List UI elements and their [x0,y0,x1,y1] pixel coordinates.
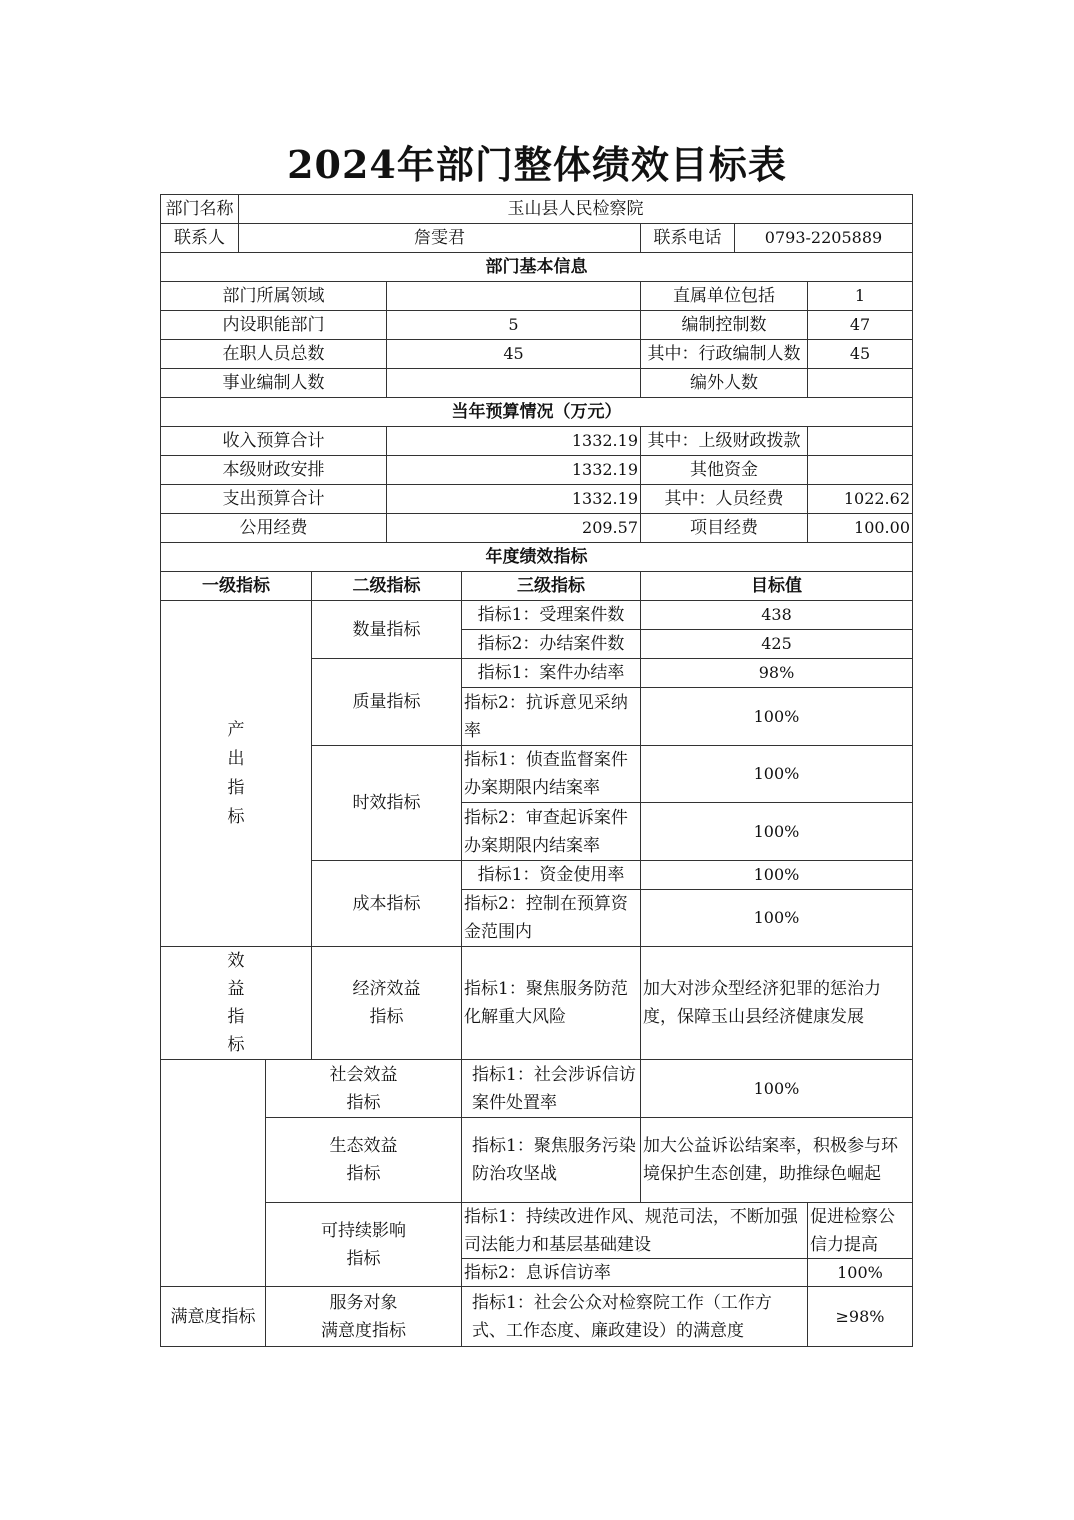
sustainability-value-1: 促进检察公信力提高 [807,1202,913,1259]
phone-value: 0793-2205889 [734,223,913,253]
quota-value: 47 [807,310,913,340]
col-header-level2: 二级指标 [311,571,462,601]
quantity-item-1: 指标1：受理案件数 [461,600,641,630]
other-label: 其他资金 [640,455,808,485]
social-item-1: 指标1：社会涉诉信访案件处置率 [461,1059,641,1118]
local-value: 1332.19 [386,455,641,485]
col-header-target: 目标值 [640,571,913,601]
expense-value: 1332.19 [386,484,641,514]
contact-value: 詹雯君 [238,223,641,253]
economic-item-1: 指标1：聚焦服务防范化解重大风险 [461,946,641,1060]
timeliness-value-1: 100% [640,745,913,803]
timeliness-indicator: 时效指标 [311,745,462,861]
phone-label: 联系电话 [640,223,735,253]
income-value: 1332.19 [386,426,641,456]
ecological-item-1: 指标1：聚焦服务污染防治攻坚战 [461,1117,641,1203]
upper-label: 其中：上级财政拨款 [640,426,808,456]
sustainability-item-1: 指标1：持续改进作风、规范司法，不断加强司法能力和基层基础建设 [461,1202,808,1259]
sustainability-item-2: 指标2：息诉信访率 [461,1258,808,1287]
staff-label: 在职人员总数 [160,339,387,369]
satisfaction-value-1: ≥98% [807,1286,913,1347]
quality-value-1: 98% [640,658,913,688]
public-value: 209.57 [386,513,641,543]
effect-indicator-label: 效 益 指 标 [160,946,312,1060]
quantity-value-2: 425 [640,629,913,659]
personnel-value: 1022.62 [807,484,913,514]
extra-value [807,368,913,398]
cost-item-2: 指标2：控制在预算资金范围内 [461,889,641,947]
service-satisfaction-indicator: 服务对象 满意度指标 [265,1286,462,1347]
contact-label: 联系人 [160,223,239,253]
performance-table [160,194,913,1347]
direct-label: 直属单位包括 [640,281,808,311]
personnel-label: 其中：人员经费 [640,484,808,514]
career-value [386,368,641,398]
perf-header: 年度绩效指标 [160,542,913,572]
internal-label: 内设职能部门 [160,310,387,340]
extra-label: 编外人数 [640,368,808,398]
satisfaction-indicator-label: 满意度指标 [160,1286,266,1347]
field-value [386,281,641,311]
expense-label: 支出预算合计 [160,484,387,514]
timeliness-value-2: 100% [640,802,913,861]
timeliness-item-1: 指标1：侦查监督案件办案期限内结案率 [461,745,641,803]
quantity-indicator: 数量指标 [311,600,462,659]
internal-value: 5 [386,310,641,340]
quality-item-2: 指标2：抗诉意见采纳率 [461,687,641,746]
quality-value-2: 100% [640,687,913,746]
project-label: 项目经费 [640,513,808,543]
direct-value: 1 [807,281,913,311]
ecological-indicator: 生态效益 指标 [265,1117,462,1203]
social-indicator: 社会效益 指标 [265,1059,462,1118]
admin-label: 其中：行政编制人数 [640,339,808,369]
upper-value [807,426,913,456]
quality-indicator: 质量指标 [311,658,462,746]
budget-header: 当年预算情况（万元） [160,397,913,427]
cost-item-1: 指标1：资金使用率 [461,860,641,890]
dept-name-value: 玉山县人民检察院 [238,194,913,224]
income-label: 收入预算合计 [160,426,387,456]
dept-name-label: 部门名称 [160,194,239,224]
career-label: 事业编制人数 [160,368,387,398]
basic-info-header: 部门基本信息 [160,252,913,282]
sustainability-indicator: 可持续影响 指标 [265,1202,462,1287]
timeliness-item-2: 指标2：审查起诉案件办案期限内结案率 [461,802,641,861]
social-value-1: 100% [640,1059,913,1118]
col-header-level3: 三级指标 [461,571,641,601]
page-title: 2024年部门整体绩效目标表 [287,142,787,187]
public-label: 公用经费 [160,513,387,543]
quota-label: 编制控制数 [640,310,808,340]
output-indicator-label: 产 出 指 标 [160,600,312,947]
other-value [807,455,913,485]
cost-indicator: 成本指标 [311,860,462,947]
economic-indicator: 经济效益 指标 [311,946,462,1060]
quality-item-1: 指标1：案件办结率 [461,658,641,688]
col-header-level1: 一级指标 [160,571,312,601]
cost-value-2: 100% [640,889,913,947]
quantity-value-1: 438 [640,600,913,630]
cost-value-1: 100% [640,860,913,890]
local-label: 本级财政安排 [160,455,387,485]
effect-blank-cell [160,1059,266,1287]
sustainability-value-2: 100% [807,1258,913,1287]
quantity-item-2: 指标2：办结案件数 [461,629,641,659]
staff-value: 45 [386,339,641,369]
economic-value-1: 加大对涉众型经济犯罪的惩治力度，保障玉山县经济健康发展 [640,946,913,1060]
field-label: 部门所属领域 [160,281,387,311]
ecological-value-1: 加大公益诉讼结案率，积极参与环境保护生态创建，助推绿色崛起 [640,1117,913,1203]
admin-value: 45 [807,339,913,369]
satisfaction-item-1: 指标1：社会公众对检察院工作（工作方式、工作态度、廉政建设）的满意度 [461,1286,808,1347]
project-value: 100.00 [807,513,913,543]
